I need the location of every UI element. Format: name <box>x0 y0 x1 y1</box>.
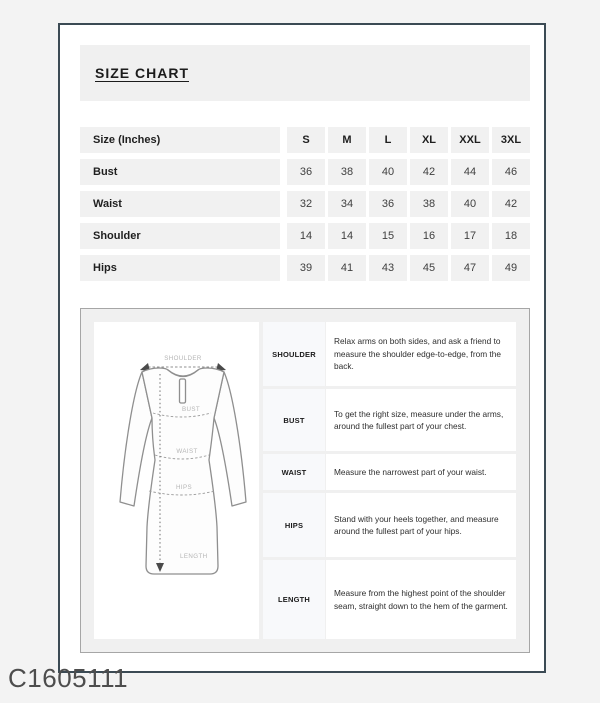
guide-label: LENGTH <box>263 560 325 639</box>
size-table <box>80 127 530 287</box>
guide-label: HIPS <box>263 493 325 557</box>
row-label: Shoulder <box>80 223 280 249</box>
illus-hips-label: HIPS <box>175 484 193 491</box>
bust-xxl: 44 <box>451 159 489 185</box>
table-row-hips <box>80 255 530 281</box>
table-header-row <box>80 127 530 153</box>
measurement-instructions <box>263 322 516 639</box>
size-chart-card <box>58 23 546 673</box>
guide-description: Relax arms on both sides, and ask a friend to measure the shoulder edge-to-edge, from the back. <box>326 322 516 386</box>
guide-label: WAIST <box>263 454 325 490</box>
illus-length-label: LENGTH <box>180 553 208 560</box>
row-label: Waist <box>80 191 280 217</box>
table-row-waist <box>80 191 530 217</box>
dress-outline <box>120 368 246 574</box>
bust-l: 40 <box>369 159 407 185</box>
waist-xl: 38 <box>410 191 448 217</box>
column-header-m: M <box>328 127 366 153</box>
hips-xl: 45 <box>410 255 448 281</box>
hips-xxl: 47 <box>451 255 489 281</box>
guide-label: SHOULDER <box>263 322 325 386</box>
shoulder-xxl: 17 <box>451 223 489 249</box>
shoulder-l: 15 <box>369 223 407 249</box>
dress-measurement-diagram <box>94 322 259 639</box>
guide-label: BUST <box>263 389 325 451</box>
measurement-guide <box>80 308 530 653</box>
waist-l: 36 <box>369 191 407 217</box>
guide-row-shoulder <box>263 322 516 386</box>
title-band <box>80 45 530 101</box>
shoulder-xl: 16 <box>410 223 448 249</box>
guide-row-length <box>263 560 516 639</box>
guide-description: Stand with your heels together, and measure around the fullest part of your hips. <box>326 493 516 557</box>
hips-3xl: 49 <box>492 255 530 281</box>
column-header-xxl: XXL <box>451 127 489 153</box>
column-header-xl: XL <box>410 127 448 153</box>
shoulder-s: 14 <box>287 223 325 249</box>
column-header-size: Size (Inches) <box>80 127 280 153</box>
guide-row-hips <box>263 493 516 557</box>
waist-3xl: 42 <box>492 191 530 217</box>
guide-row-bust <box>263 389 516 451</box>
waist-xxl: 40 <box>451 191 489 217</box>
bust-3xl: 46 <box>492 159 530 185</box>
waist-s: 32 <box>287 191 325 217</box>
waist-m: 34 <box>328 191 366 217</box>
row-label: Hips <box>80 255 280 281</box>
bust-xl: 42 <box>410 159 448 185</box>
table-row-shoulder <box>80 223 530 249</box>
shoulder-m: 14 <box>328 223 366 249</box>
guide-description: To get the right size, measure under the arms, around the fullest part of your chest. <box>326 389 516 451</box>
illus-waist-label: WAIST <box>176 448 198 455</box>
guide-row-waist <box>263 454 516 490</box>
page-title: SIZE CHART <box>95 65 189 81</box>
shoulder-3xl: 18 <box>492 223 530 249</box>
row-label: Bust <box>80 159 280 185</box>
hips-m: 41 <box>328 255 366 281</box>
guide-description: Measure from the highest point of the shoulder seam, straight down to the hem of the garment. <box>326 560 516 639</box>
table-row-bust <box>80 159 530 185</box>
illus-bust-label: BUST <box>181 406 201 413</box>
column-header-3xl: 3XL <box>492 127 530 153</box>
illus-shoulder-label: SHOULDER <box>164 355 202 362</box>
dress-illustration-panel <box>94 322 259 639</box>
hips-l: 43 <box>369 255 407 281</box>
column-header-s: S <box>287 127 325 153</box>
hips-s: 39 <box>287 255 325 281</box>
bust-s: 36 <box>287 159 325 185</box>
product-code-watermark: C1605111 <box>8 663 129 693</box>
guide-description: Measure the narrowest part of your waist. <box>326 454 516 490</box>
column-header-l: L <box>369 127 407 153</box>
bust-m: 38 <box>328 159 366 185</box>
